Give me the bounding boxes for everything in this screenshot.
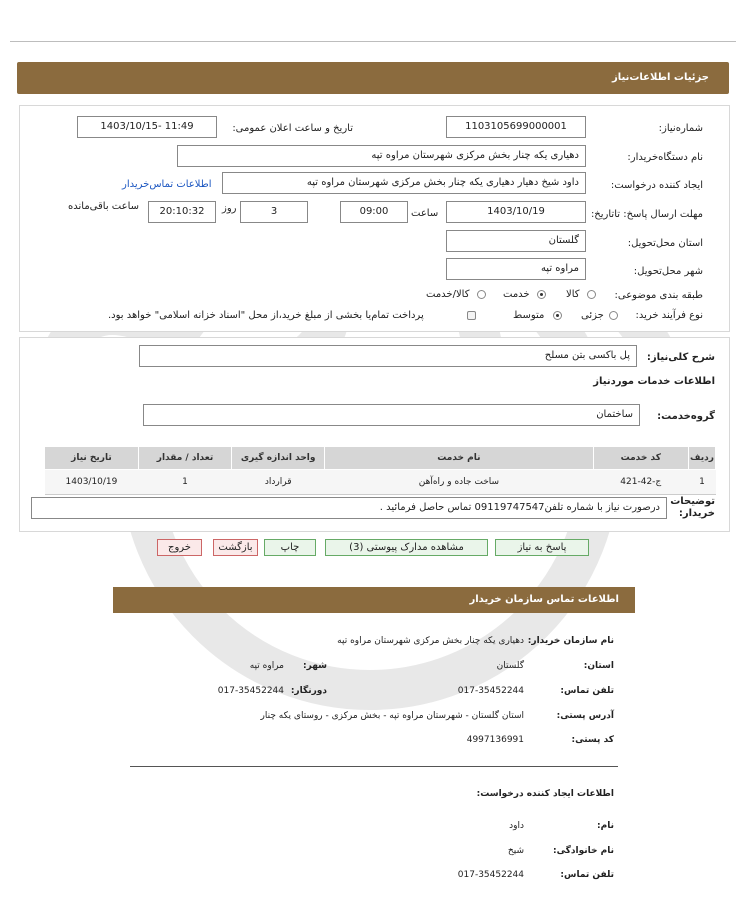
category-option-service: خدمت xyxy=(503,289,530,300)
contact-fax-label: دورنگار: xyxy=(290,686,327,696)
process-radio-minor[interactable] xyxy=(609,311,618,320)
col-unit: واحد اندازه گیری xyxy=(232,447,325,470)
creator-phone-value: 017-35452244 xyxy=(457,870,524,880)
category-radio-goods[interactable] xyxy=(587,290,596,299)
address-value: استان گلستان - شهرستان مراوه تپه - بخش مرکزی - روستای یکه چنار xyxy=(260,711,524,721)
postal-value: 4997136991 xyxy=(466,735,524,745)
service-group-field: ساختمان xyxy=(143,404,640,426)
category-label: طبقه بندی موضوعی: xyxy=(614,290,703,301)
page-title: جزئیات اطلاعات‌نیاز xyxy=(612,72,709,83)
col-code: کد خدمت xyxy=(593,447,689,470)
process-label: نوع فرآیند خرید: xyxy=(635,310,703,321)
deadline-date-field: 1403/10/19 xyxy=(446,201,586,223)
service-group-label: گروه‌خدمت: xyxy=(657,411,715,422)
first-name-label: نام: xyxy=(597,821,614,831)
buyer-notes-label: توضیحات خریدار: xyxy=(670,496,715,519)
category-option-goods-service: کالا/خدمت xyxy=(426,289,470,300)
announce-label: تاریخ و ساعت اعلان عمومی: xyxy=(232,123,353,134)
last-name-value: شیخ xyxy=(507,846,524,856)
days-field: 3 xyxy=(240,201,308,223)
requester-field: داود شیخ دهیار دهیاری یکه چنار بخش مرکزی شهرستان مراوه تپه xyxy=(222,172,586,194)
attachments-button[interactable]: مشاهده مدارک پیوستی (3) xyxy=(325,539,488,556)
col-row: ردیف xyxy=(689,447,716,470)
buyer-contact-link[interactable]: اطلاعات تماس‌خریدار xyxy=(122,179,212,190)
need-number-label: شماره‌نیاز: xyxy=(658,123,703,134)
deadline-time-field: 09:00 xyxy=(340,201,408,223)
category-radio-goods-service[interactable] xyxy=(477,290,486,299)
contact-header xyxy=(113,587,635,613)
contact-title: اطلاعات تماس سازمان خریدار xyxy=(469,594,619,605)
address-label: آدرس پستی: xyxy=(556,711,614,721)
treasury-note: پرداخت تمام‌یا بخشی از مبلغ خرید،از محل "اسناد خزانه اسلامی" خواهد بود. xyxy=(108,310,424,321)
category-radio-service[interactable] xyxy=(537,290,546,299)
cell-qty: 1 xyxy=(138,470,231,495)
print-button[interactable]: چاپ xyxy=(264,539,316,556)
province-label: استان محل‌تحویل: xyxy=(627,238,703,249)
contact-phone-value: 017-35452244 xyxy=(457,686,524,696)
contact-city-value: مراوه تپه xyxy=(249,661,284,671)
creator-phone-label: تلفن تماس: xyxy=(560,870,614,880)
keyword-label: شرح کلی‌نیاز: xyxy=(646,352,715,363)
contact-province-label: استان: xyxy=(583,661,614,671)
requester-label: ایجاد کننده درخواست: xyxy=(610,180,703,191)
process-radio-medium[interactable] xyxy=(553,311,562,320)
days-label: روز xyxy=(222,203,237,214)
back-button[interactable]: بازگشت xyxy=(213,539,258,556)
category-option-goods: کالا xyxy=(566,289,580,300)
contact-city-label: شهر: xyxy=(303,661,327,671)
cell-row: 1 xyxy=(689,470,716,495)
buyer-org-label: نام دستگاه‌خریدار: xyxy=(627,152,703,163)
process-option-minor: جزئی xyxy=(581,310,604,321)
page-header xyxy=(17,62,729,94)
time-label: ساعت xyxy=(411,208,439,219)
city-label: شهر محل‌تحویل: xyxy=(633,266,703,277)
contact-divider xyxy=(130,766,618,767)
buyer-org-field: دهیاری یکه چنار بخش مرکزی شهرستان مراوه تپه xyxy=(177,145,586,167)
contact-fax-value: 017-35452244 xyxy=(217,686,284,696)
need-number-field: 1103105699000001 xyxy=(446,116,586,138)
cell-code: ج-42-421 xyxy=(593,470,689,495)
deadline-label: مهلت ارسال پاسخ: تاتاریخ: xyxy=(590,209,703,220)
col-qty: تعداد / مقدار xyxy=(138,447,231,470)
exit-button[interactable]: خروج xyxy=(157,539,202,556)
province-field: گلستان xyxy=(446,230,586,252)
contact-province-value: گلستان xyxy=(496,661,524,671)
cell-name: ساخت جاده و راه‌آهن xyxy=(325,470,593,495)
org-value: دهیاری یکه چنار بخش مرکزی شهرستان مراوه تپه xyxy=(337,636,524,646)
announce-datetime-field: 1403/10/15- 11:49 xyxy=(77,116,217,138)
col-name: نام خدمت xyxy=(325,447,593,470)
postal-label: کد پستی: xyxy=(571,735,614,745)
col-date: تاریخ نیاز xyxy=(45,447,139,470)
first-name-value: داود xyxy=(509,821,524,831)
contact-phone-label: تلفن تماس: xyxy=(560,686,614,696)
top-divider xyxy=(10,41,736,42)
reply-button[interactable]: پاسخ به نیاز xyxy=(495,539,589,556)
services-table xyxy=(44,446,716,495)
process-option-medium: متوسط xyxy=(513,310,545,321)
remaining-time-field: 20:10:32 xyxy=(148,201,216,223)
remaining-label: ساعت باقی‌مانده xyxy=(68,201,140,212)
services-table-header xyxy=(45,447,716,470)
services-title: اطلاعات خدمات موردنیاز xyxy=(593,376,715,387)
org-label: نام سازمان خریدار: xyxy=(527,636,614,646)
creator-title: اطلاعات ایجاد کننده درخواست: xyxy=(476,789,614,799)
treasury-checkbox[interactable] xyxy=(467,311,476,320)
buyer-notes-field: درصورت نیاز با شماره تلفن09119747547 تماس حاصل فرمائید . xyxy=(31,497,667,519)
cell-date: 1403/10/19 xyxy=(45,470,139,495)
keyword-field: پل باکسی بتن مسلح xyxy=(139,345,637,367)
table-row xyxy=(45,470,716,495)
last-name-label: نام خانوادگی: xyxy=(552,846,614,856)
city-field: مراوه تپه xyxy=(446,258,586,280)
cell-unit: قرارداد xyxy=(232,470,325,495)
